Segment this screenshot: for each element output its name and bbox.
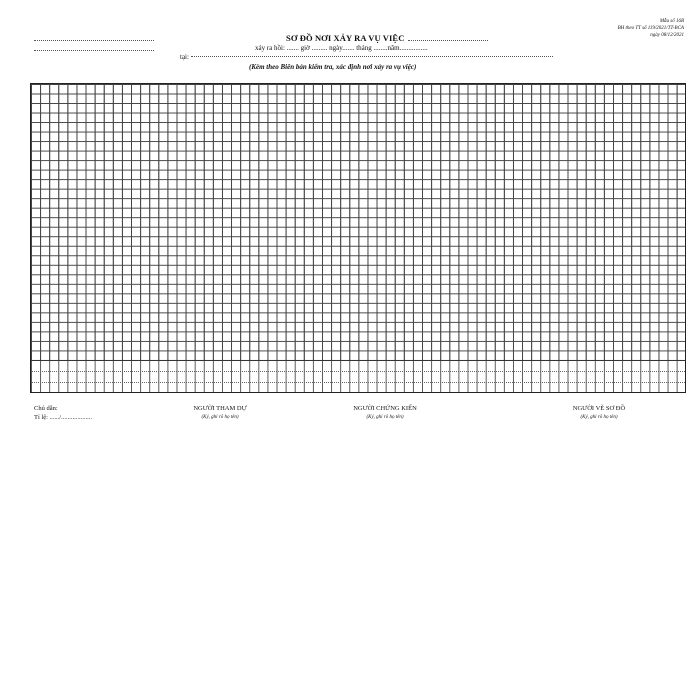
note-line-2 [31, 382, 685, 383]
form-code [618, 18, 684, 39]
signature-witness-title: NGƯỜI CHỨNG KIẾN [353, 405, 417, 412]
form-circular: BH theo TT số 119/2021/TT-BCA [617, 26, 684, 31]
signature-drawer-note: (Ký, ghi rõ họ tên) [580, 415, 618, 420]
note-line-1 [31, 371, 685, 372]
form-date: ngày 08/12/2021 [650, 33, 684, 38]
form-number: Mẫu số 16B [659, 19, 684, 24]
incident-time-line: xảy ra hồi: ....... giờ ......... ngày....... tháng ........năm................ [255, 44, 428, 52]
signature-drawer-title: NGƯỜI VẼ SƠ ĐỒ [572, 405, 626, 412]
document-subtitle: (Kèm theo Biên bản kiểm tra, xác định nơi xảy ra vụ việc) [249, 63, 417, 71]
place-label: tại: [180, 53, 189, 61]
grid-cells[interactable] [31, 84, 685, 361]
agency-line-1 [34, 40, 154, 41]
scale-label: Tỉ lệ: ....../................... [34, 414, 92, 421]
document-title: SƠ ĐỒ NƠI XẢY RA VỤ VIỆC [286, 33, 488, 43]
incident-place-line [180, 53, 553, 61]
signature-participant-note: (Ký, ghi rõ họ tên) [201, 415, 239, 420]
agency-line-2 [34, 50, 154, 51]
legend-label: Chú dẫn: [34, 405, 58, 412]
signature-participant-title: NGƯỜI THAM DỰ [193, 405, 247, 412]
signature-witness-note: (Ký, ghi rõ họ tên) [366, 415, 404, 420]
sketch-grid[interactable] [30, 83, 686, 393]
